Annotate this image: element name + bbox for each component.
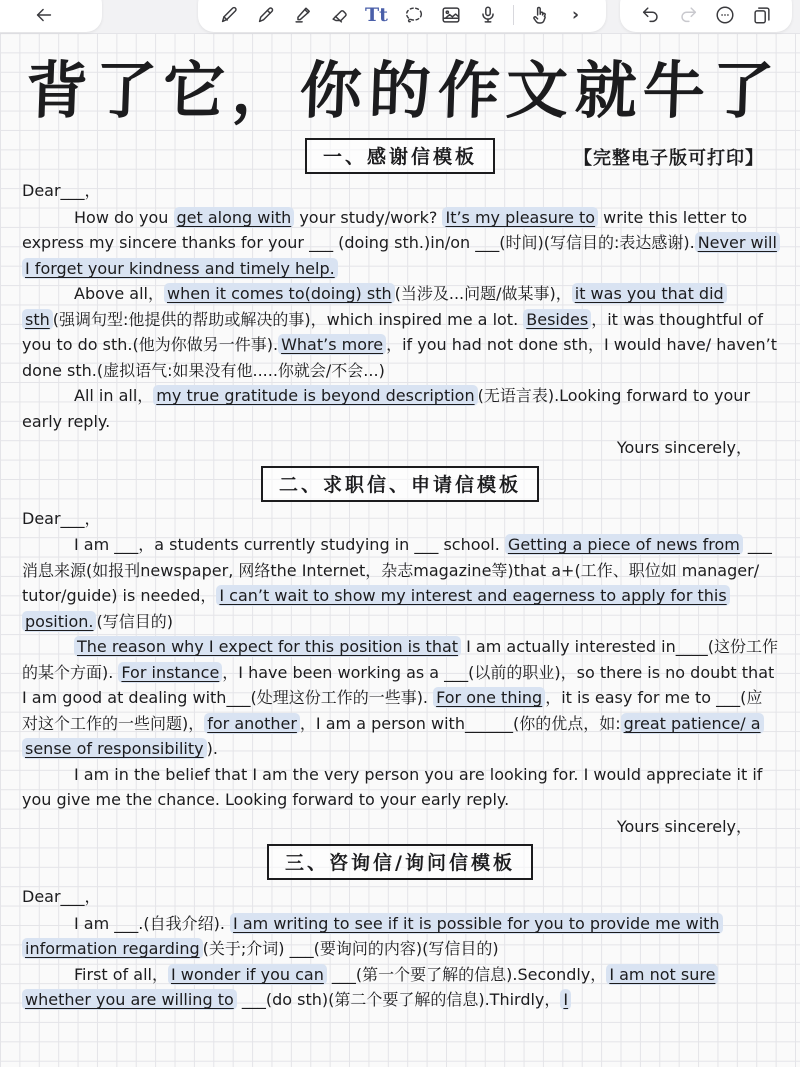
hand-icon: [528, 4, 550, 26]
text-run: I am ___.(自我介绍).: [74, 913, 231, 933]
highlighted-phrase: I: [560, 989, 571, 1010]
eraser-tool[interactable]: [328, 2, 352, 28]
highlighted-phrase: I can’t wait to show my interest and eagerness to apply for this position.: [22, 585, 730, 632]
paragraph: [22, 281, 778, 383]
redo-icon: [677, 4, 699, 26]
highlighted-phrase: It’s my pleasure to: [442, 207, 598, 228]
paragraph: [22, 205, 778, 282]
salutation: Dear___，: [22, 508, 101, 528]
pencil-icon: [255, 4, 277, 26]
actions-pill: [620, 0, 792, 32]
microphone-icon: [477, 4, 499, 26]
paragraph: [22, 962, 778, 1013]
signature: Yours sincerely，: [616, 816, 752, 836]
title-char: ，: [230, 53, 295, 127]
undo-button[interactable]: [639, 2, 663, 28]
highlighted-phrase: for another: [204, 713, 300, 734]
microphone-tool[interactable]: [476, 2, 500, 28]
highlighted-phrase: Besides: [523, 309, 591, 330]
text-run: ___消息来源(如报刊newspaper, 网络the Internet，杂志magazine等)that a+(工作、职位如 manager/ tutor/guide) is needed，: [22, 535, 772, 605]
title-char: 它: [161, 53, 227, 127]
paragraph: [22, 762, 778, 813]
notebook-page: [0, 33, 800, 1067]
section-heading-box: 三、咨询信/询问信模板: [267, 844, 533, 880]
paragraph: [22, 383, 778, 434]
highlighted-phrase: For instance: [118, 662, 222, 683]
chevron-right-icon: ›: [571, 4, 579, 25]
text-run: ，it was thoughtful of you to do sth.(他为你做另一件事).: [22, 309, 763, 354]
text-run: I am actually interested in____(这份工作的某个方面).: [22, 637, 778, 682]
back-button[interactable]: [32, 2, 56, 28]
title-char: 就: [573, 53, 638, 127]
highlighter-icon: [292, 4, 314, 26]
text-run: (强调句型:他提供的帮助或解决的事)，which inspired me a lot.: [52, 309, 524, 329]
title-char: 你: [298, 53, 364, 127]
section-heading: [22, 138, 778, 174]
pen-tool[interactable]: [217, 2, 241, 28]
title-char: 背: [24, 53, 90, 127]
text-run: I am in the belief that I am the very person you are looking for. I would appreciate it if you give me the chance. Looking forward to your early reply.: [22, 764, 763, 809]
redo-button[interactable]: [676, 2, 700, 28]
more-tools-button[interactable]: [564, 2, 588, 28]
undo-icon: [640, 4, 662, 26]
highlighted-phrase: I wonder if you can: [168, 964, 327, 985]
text-run: First of all，: [74, 964, 168, 984]
text-run: (写信目的): [96, 611, 173, 631]
text-run: How do you: [74, 207, 174, 227]
title-char: 的: [367, 53, 433, 127]
section-heading-box: 二、求职信、申请信模板: [261, 466, 539, 502]
pencil-tool[interactable]: [254, 2, 278, 28]
tools-pill: [198, 0, 606, 32]
print-note: 【完整电子版可打印】: [574, 148, 764, 169]
title-char: 文: [504, 53, 570, 127]
salutation: Dear___，: [22, 181, 101, 200]
toolbar: [0, 0, 800, 33]
text-tool-icon: Tt: [365, 3, 388, 26]
section-heading: [22, 466, 778, 502]
highlighted-phrase: The reason why I expect for this position is that: [74, 636, 461, 657]
text-run: ___(do sth)(第二个要了解的信息).Thirdly，: [236, 990, 561, 1009]
back-arrow-icon: [33, 4, 55, 26]
pages-button[interactable]: [750, 2, 774, 28]
highlighter-tool[interactable]: [291, 2, 315, 28]
text-run: ，it is easy for me to ___(应对这个工作的一些问题)，: [22, 688, 763, 733]
pen-icon: [218, 4, 240, 26]
hand-tool[interactable]: [527, 2, 551, 28]
back-pill: [0, 0, 102, 32]
text-run: (无语言表).Looking forward to your early reply.: [22, 386, 751, 431]
pages-icon: [751, 4, 773, 26]
section-heading-box: 一、感谢信模板: [305, 138, 495, 174]
text-run: ).: [206, 739, 218, 758]
lasso-icon: [403, 4, 425, 26]
title-char: 牛: [641, 53, 707, 127]
image-icon: [440, 4, 462, 26]
toolbar-divider: [513, 5, 514, 25]
more-options-icon: [714, 4, 736, 26]
text-run: ，I am a person with______(你的优点，如:: [299, 713, 621, 733]
highlighted-phrase: I am writing to see if it is possible for you to provide me with information regarding: [22, 913, 723, 960]
text-run: (关于;介词) ___(要询问的内容)(写信目的): [202, 939, 499, 958]
highlighted-phrase: it was you that did sth: [22, 283, 727, 330]
paragraph: [22, 911, 778, 962]
page-title: [0, 33, 800, 133]
note-content: [0, 138, 800, 1013]
highlighted-phrase: Getting a piece of news from: [505, 534, 743, 555]
title-char: 了: [93, 53, 158, 127]
highlighted-phrase: Never will I forget your kindness and timely help.: [22, 232, 780, 279]
section-heading: [22, 844, 778, 880]
text-run: I am ___，a students currently studying in ___ school.: [74, 535, 505, 554]
highlighted-phrase: For one thing: [433, 687, 545, 708]
text-run: Above all，: [74, 284, 164, 303]
text-run: ，if you had not done sth，I would have/ haven’t done sth.(虚拟语气:如果没有他.....你就会/不会...): [22, 335, 777, 380]
text-run: All in all，: [74, 386, 154, 405]
highlighted-phrase: What’s more: [278, 334, 386, 355]
paragraph: [22, 634, 778, 762]
paragraph: [22, 532, 778, 634]
lasso-tool[interactable]: [402, 2, 426, 28]
more-options-button[interactable]: [713, 2, 737, 28]
eraser-icon: [329, 4, 351, 26]
highlighted-phrase: get along with: [174, 207, 295, 228]
highlighted-phrase: when it comes to(doing) sth: [164, 283, 395, 304]
title-char: 了: [710, 53, 776, 127]
text-tool[interactable]: [365, 2, 389, 28]
salutation: Dear___，: [22, 887, 101, 906]
text-run: write this letter to express my sincere thanks for your ___ (doing sth.)in/on ___(时间)(写信目的:表达感谢).: [22, 207, 748, 252]
highlighted-phrase: great patience/ a sense of responsibility: [22, 713, 764, 760]
text-run: ___(第一个要了解的信息).Secondly，: [326, 964, 607, 984]
text-run: ，I have been working as a ___(以前的职业)，so there is no doubt that I am good at dealing with___(处理这份工作的一些事).: [22, 662, 775, 707]
title-char: 作: [436, 53, 501, 127]
highlighted-phrase: my true gratitude is beyond description: [153, 385, 477, 406]
signature: Yours sincerely，: [616, 438, 752, 457]
text-run: (当涉及...问题/做某事)，: [394, 284, 572, 303]
insert-image-tool[interactable]: [439, 2, 463, 28]
highlighted-phrase: I am not sure whether you are willing to: [22, 964, 718, 1011]
text-run: your study/work?: [294, 207, 443, 227]
